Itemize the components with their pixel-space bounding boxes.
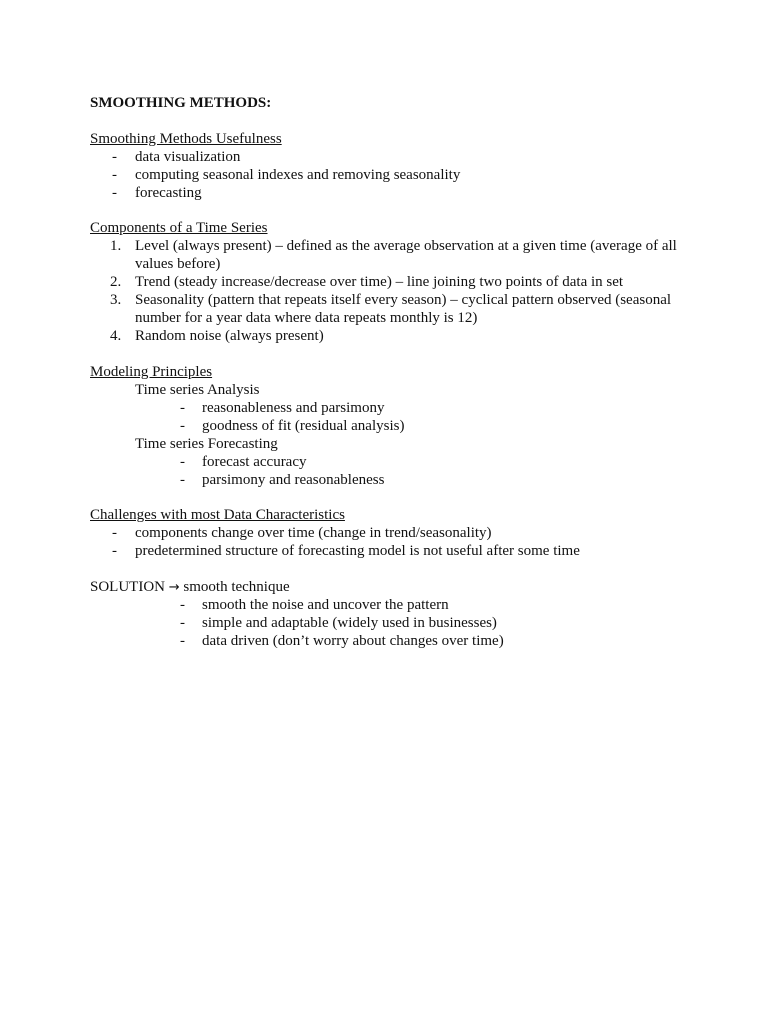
list-item-text: forecast accuracy	[202, 453, 307, 470]
document-title: SMOOTHING METHODS:	[90, 95, 272, 111]
dash-bullet: -	[180, 596, 185, 613]
forecasting-label: Time series Forecasting	[135, 435, 278, 452]
dash-bullet: -	[112, 184, 117, 201]
list-item-text: components change over time (change in trend/seasonality)	[135, 525, 492, 541]
list-item	[90, 453, 690, 471]
modeling-heading: Modeling Principles	[90, 363, 213, 380]
numbered-item	[90, 237, 690, 273]
dash-bullet: -	[112, 525, 117, 541]
list-item-text: smooth the noise and uncover the pattern	[202, 596, 449, 613]
list-item	[90, 542, 690, 560]
solution-label: SOLUTION	[90, 578, 165, 595]
dash-bullet: -	[180, 614, 185, 631]
list-item-text: simple and adaptable (widely used in businesses)	[202, 614, 497, 631]
dash-bullet: -	[112, 543, 117, 559]
list-item	[90, 148, 690, 166]
dash-bullet: -	[180, 632, 185, 649]
usefulness-heading: Smoothing Methods Usefulness	[90, 130, 282, 147]
dash-bullet: -	[112, 166, 117, 183]
numbered-item-text: Trend (steady increase/decrease over time) – line joining two points of data in set	[135, 274, 624, 290]
list-item-text: forecasting	[135, 184, 202, 201]
list-item-text: reasonableness and parsimony	[202, 399, 385, 416]
right-arrow-icon: →	[168, 579, 180, 595]
list-item-text: predetermined structure of forecasting model is not useful after some time	[135, 543, 580, 559]
components-heading: Components of a Time Series	[90, 220, 268, 236]
list-item	[90, 632, 690, 650]
list-item-text: goodness of fit (residual analysis)	[202, 417, 405, 434]
item-number: 3.	[110, 292, 122, 308]
list-item	[90, 399, 690, 417]
list-item	[90, 417, 690, 435]
solution-line	[90, 578, 690, 596]
solution-text: smooth technique	[183, 578, 290, 595]
numbered-item	[90, 327, 690, 345]
numbered-item	[90, 273, 690, 291]
numbered-item-text: Random noise (always present)	[135, 328, 324, 344]
item-number: 1.	[110, 238, 122, 254]
dash-bullet: -	[180, 453, 185, 470]
item-number: 2.	[110, 274, 122, 290]
list-item	[90, 524, 690, 542]
dash-bullet: -	[180, 471, 185, 488]
list-item	[90, 471, 690, 489]
list-item	[90, 596, 690, 614]
list-item-text: parsimony and reasonableness	[202, 471, 385, 488]
dash-bullet: -	[180, 399, 185, 416]
numbered-item-text: Seasonality (pattern that repeats itself every season) – cyclical pattern observed (seasonal number for a year data where data repeats monthly is 12)	[135, 292, 672, 326]
numbered-item	[90, 291, 690, 327]
list-item-text: data visualization	[135, 148, 241, 165]
numbered-item-text: Level (always present) – defined as the average observation at a given time (average of all values before)	[135, 238, 677, 272]
list-item-text: data driven (don’t worry about changes over time)	[202, 632, 504, 649]
document-page	[90, 94, 690, 650]
dash-bullet: -	[180, 417, 185, 434]
analysis-label: Time series Analysis	[135, 381, 260, 398]
item-number: 4.	[110, 328, 122, 344]
list-item	[90, 614, 690, 632]
dash-bullet: -	[112, 148, 117, 165]
list-item-text: computing seasonal indexes and removing seasonality	[135, 166, 461, 183]
challenges-heading: Challenges with most Data Characteristics	[90, 507, 345, 523]
list-item	[90, 184, 690, 202]
list-item	[90, 166, 690, 184]
